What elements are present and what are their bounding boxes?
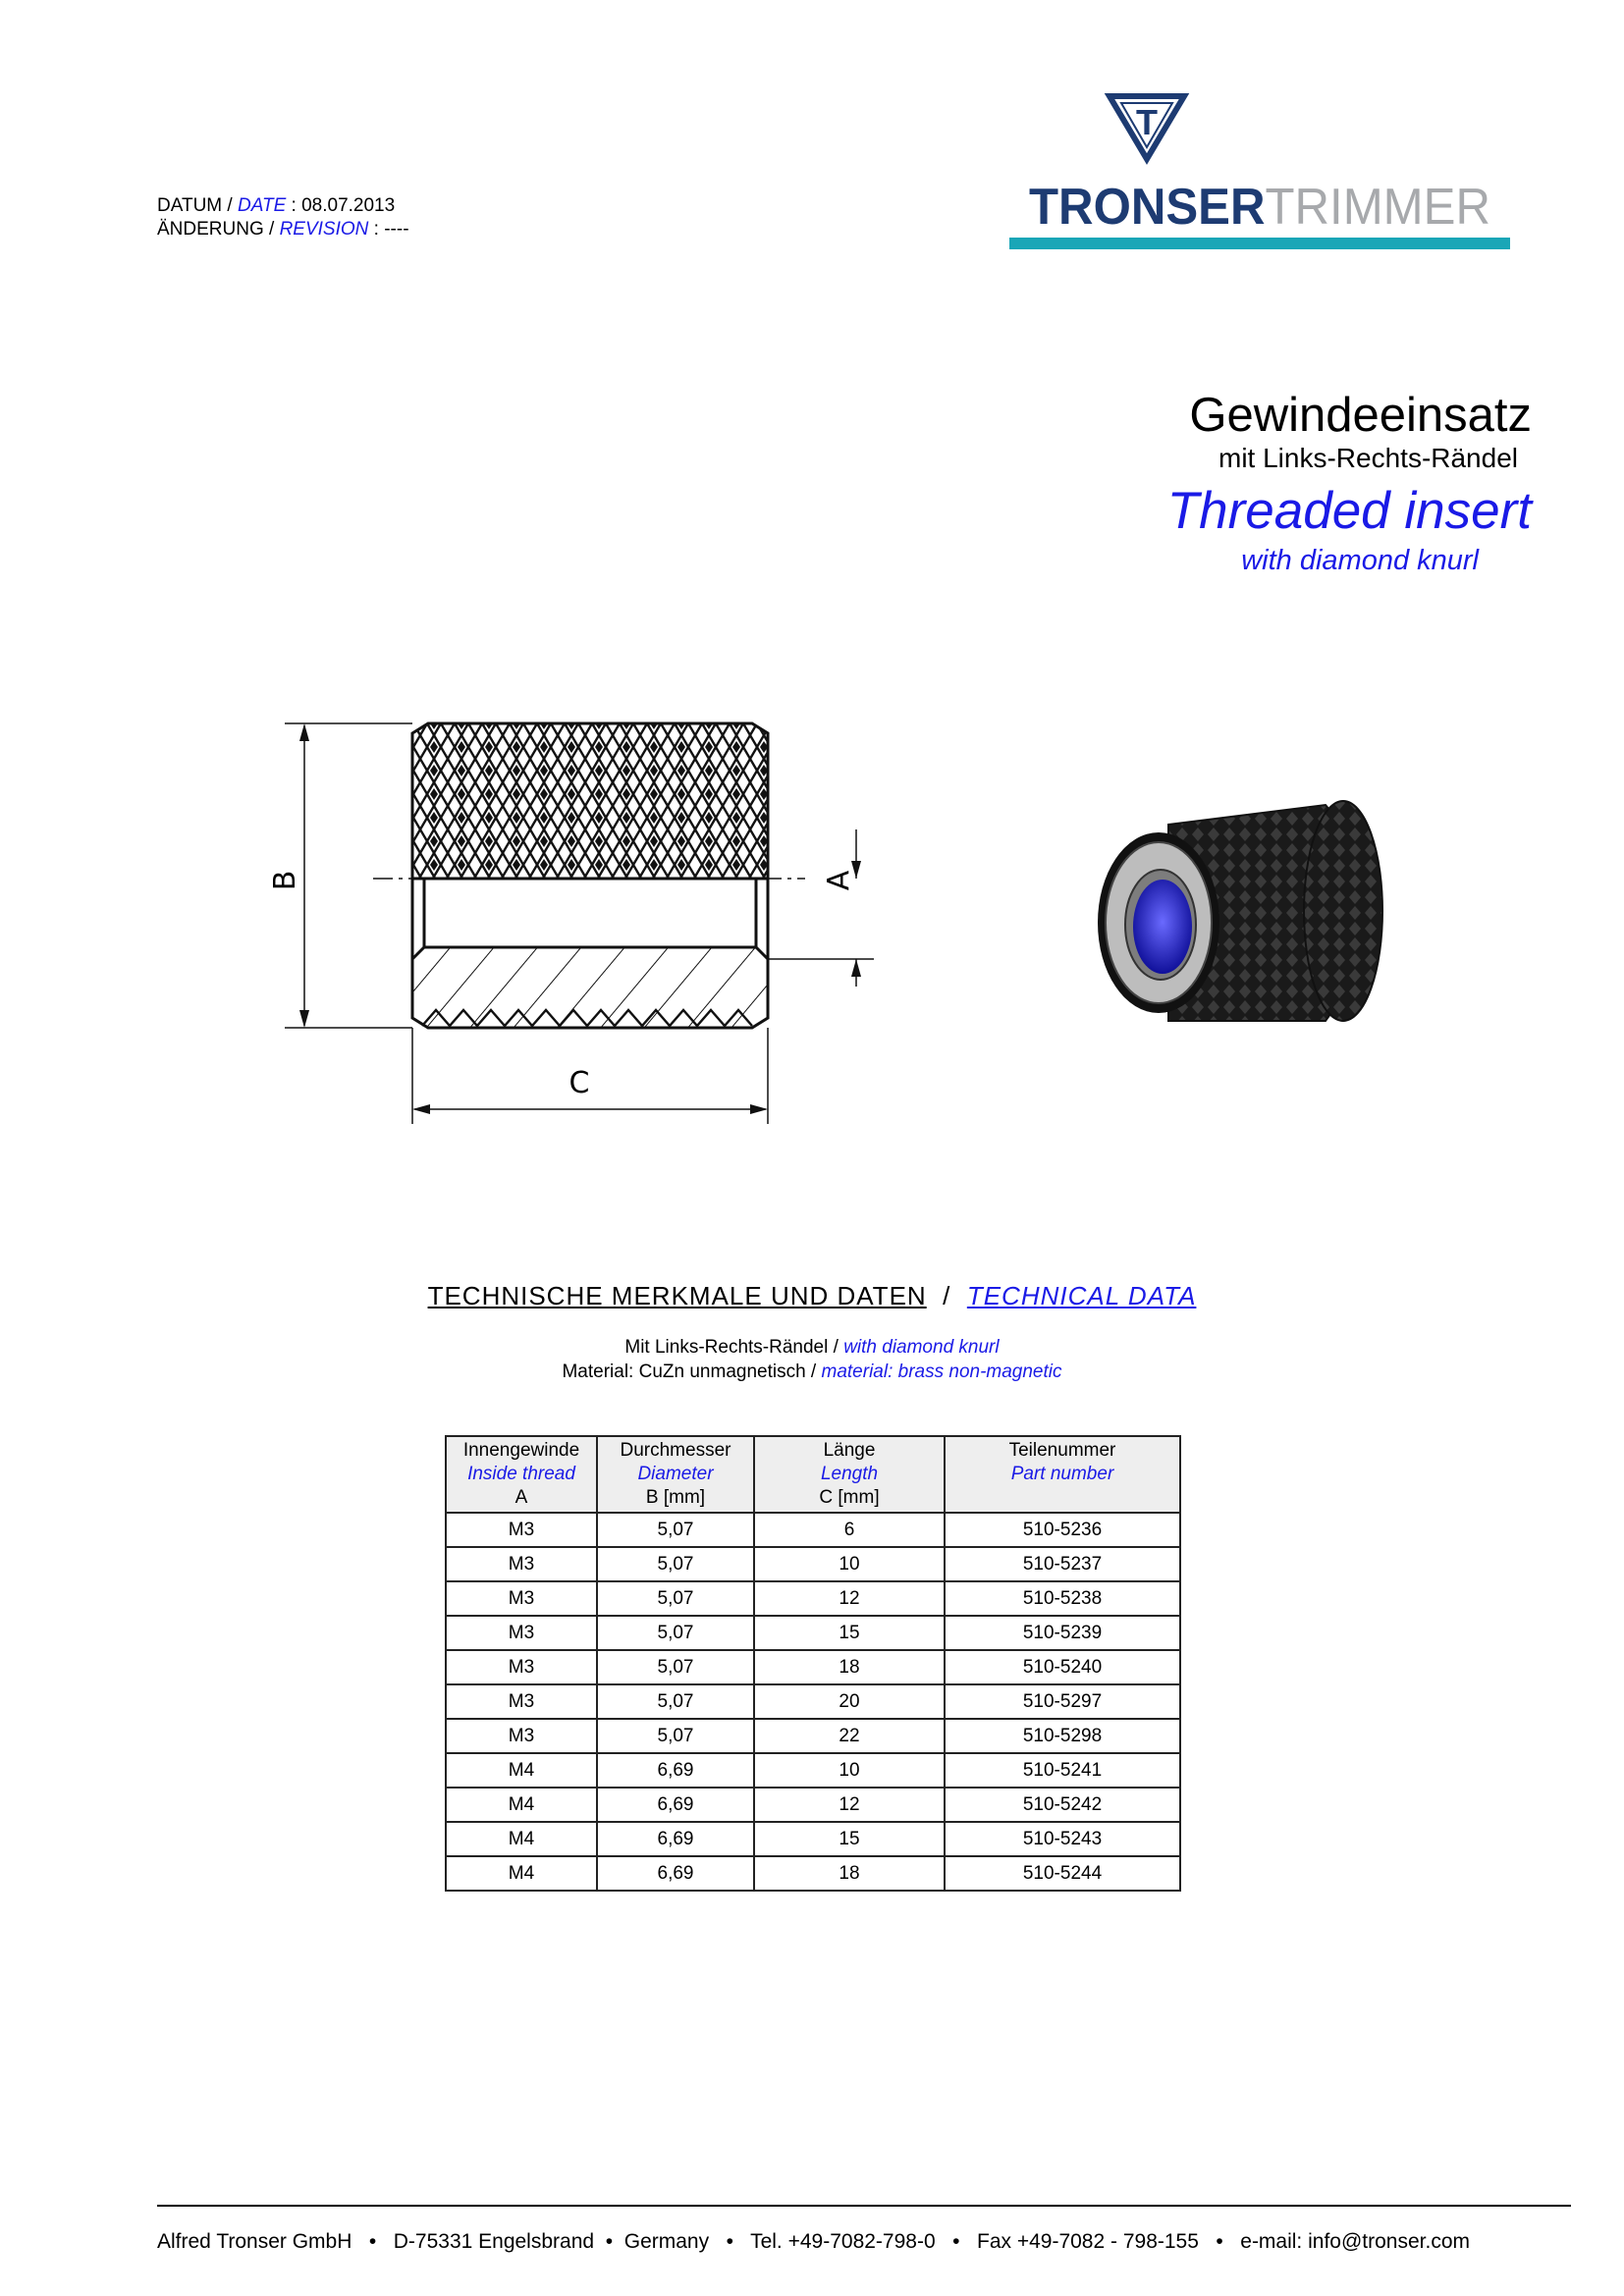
header-diameter: Durchmesser Diameter B [mm] bbox=[597, 1436, 754, 1513]
revision-label: REVISION bbox=[279, 219, 369, 240]
dimension-label-b: B bbox=[268, 870, 302, 891]
bore-section bbox=[424, 879, 756, 947]
table-row: M3 5,07 6 510-5236 bbox=[446, 1513, 1180, 1547]
title-english: Threaded insert bbox=[1166, 482, 1532, 540]
dimension-label-c: C bbox=[568, 1066, 590, 1100]
material-note: Material: CuZn unmagnetisch / material: brass non-magnetic bbox=[562, 1362, 1062, 1382]
technical-drawing bbox=[255, 712, 856, 1134]
logo-underline-bar bbox=[1009, 238, 1510, 249]
aenderung-label: ÄNDERUNG bbox=[157, 219, 264, 240]
table-row: M4 6,69 12 510-5242 bbox=[446, 1788, 1180, 1822]
datum-label: DATUM bbox=[157, 195, 223, 216]
subtitle-english: with diamond knurl bbox=[1241, 545, 1479, 576]
dimension-label-a: A bbox=[822, 870, 856, 891]
table-row: M3 5,07 20 510-5297 bbox=[446, 1684, 1180, 1719]
technical-notes bbox=[0, 1335, 1624, 1384]
logo-text-tronser: TRONSER bbox=[1029, 179, 1279, 236]
table-row: M3 5,07 15 510-5239 bbox=[446, 1616, 1180, 1650]
header-length: Länge Length C [mm] bbox=[754, 1436, 945, 1513]
knurl-section bbox=[412, 723, 768, 879]
company-footer: Alfred Tronser GmbH • D-75331 Engelsbrand • Germany • Tel. +49-7082-798-0 • Fax +49-7082 - 798-155 • e-mail: info@tronser.com bbox=[157, 2230, 1470, 2253]
technical-data-heading bbox=[0, 1281, 1624, 1311]
table-row: M4 6,69 15 510-5243 bbox=[446, 1822, 1180, 1856]
document-meta bbox=[157, 194, 409, 241]
knurl-note: Mit Links-Rechts-Rändel / with diamond knurl bbox=[624, 1337, 1000, 1358]
heading-german: TECHNISCHE MERKMALE UND DATEN bbox=[427, 1281, 927, 1310]
logo-emblem-letter: T bbox=[1136, 102, 1158, 142]
date-value: 08.07.2013 bbox=[301, 195, 396, 216]
logo-text-trimmer: TRIMMER bbox=[1265, 179, 1504, 236]
table-row: M3 5,07 10 510-5237 bbox=[446, 1547, 1180, 1581]
revision-line: ÄNDERUNG / REVISION : ---- bbox=[157, 219, 409, 240]
date-line: DATUM / DATE : 08.07.2013 bbox=[157, 195, 396, 216]
header-inside-thread: Innengewinde Inside thread A bbox=[446, 1436, 597, 1513]
table-row: M3 5,07 12 510-5238 bbox=[446, 1581, 1180, 1616]
heading-english: TECHNICAL DATA bbox=[966, 1281, 1197, 1310]
revision-value: ---- bbox=[384, 219, 409, 240]
insert-3d-render bbox=[1080, 795, 1394, 1031]
title-block bbox=[1080, 388, 1532, 578]
title-german: Gewindeeinsatz bbox=[1189, 389, 1532, 442]
table-header-row bbox=[446, 1436, 1180, 1513]
table-row: M3 5,07 18 510-5240 bbox=[446, 1650, 1180, 1684]
date-label: DATE bbox=[237, 195, 287, 216]
footer-divider bbox=[157, 2205, 1571, 2207]
subtitle-german: mit Links-Rechts-Rändel bbox=[1218, 443, 1518, 473]
technical-data-table bbox=[445, 1435, 1181, 1892]
header-part-number: Teilenummer Part number bbox=[945, 1436, 1180, 1513]
tronser-trimmer-logo bbox=[1009, 90, 1510, 257]
table-row: M3 5,07 22 510-5298 bbox=[446, 1719, 1180, 1753]
heading-separator: / bbox=[943, 1281, 951, 1310]
table-row: M4 6,69 18 510-5244 bbox=[446, 1856, 1180, 1891]
table-row: M4 6,69 10 510-5241 bbox=[446, 1753, 1180, 1788]
logo-wordmark bbox=[1029, 179, 1504, 236]
